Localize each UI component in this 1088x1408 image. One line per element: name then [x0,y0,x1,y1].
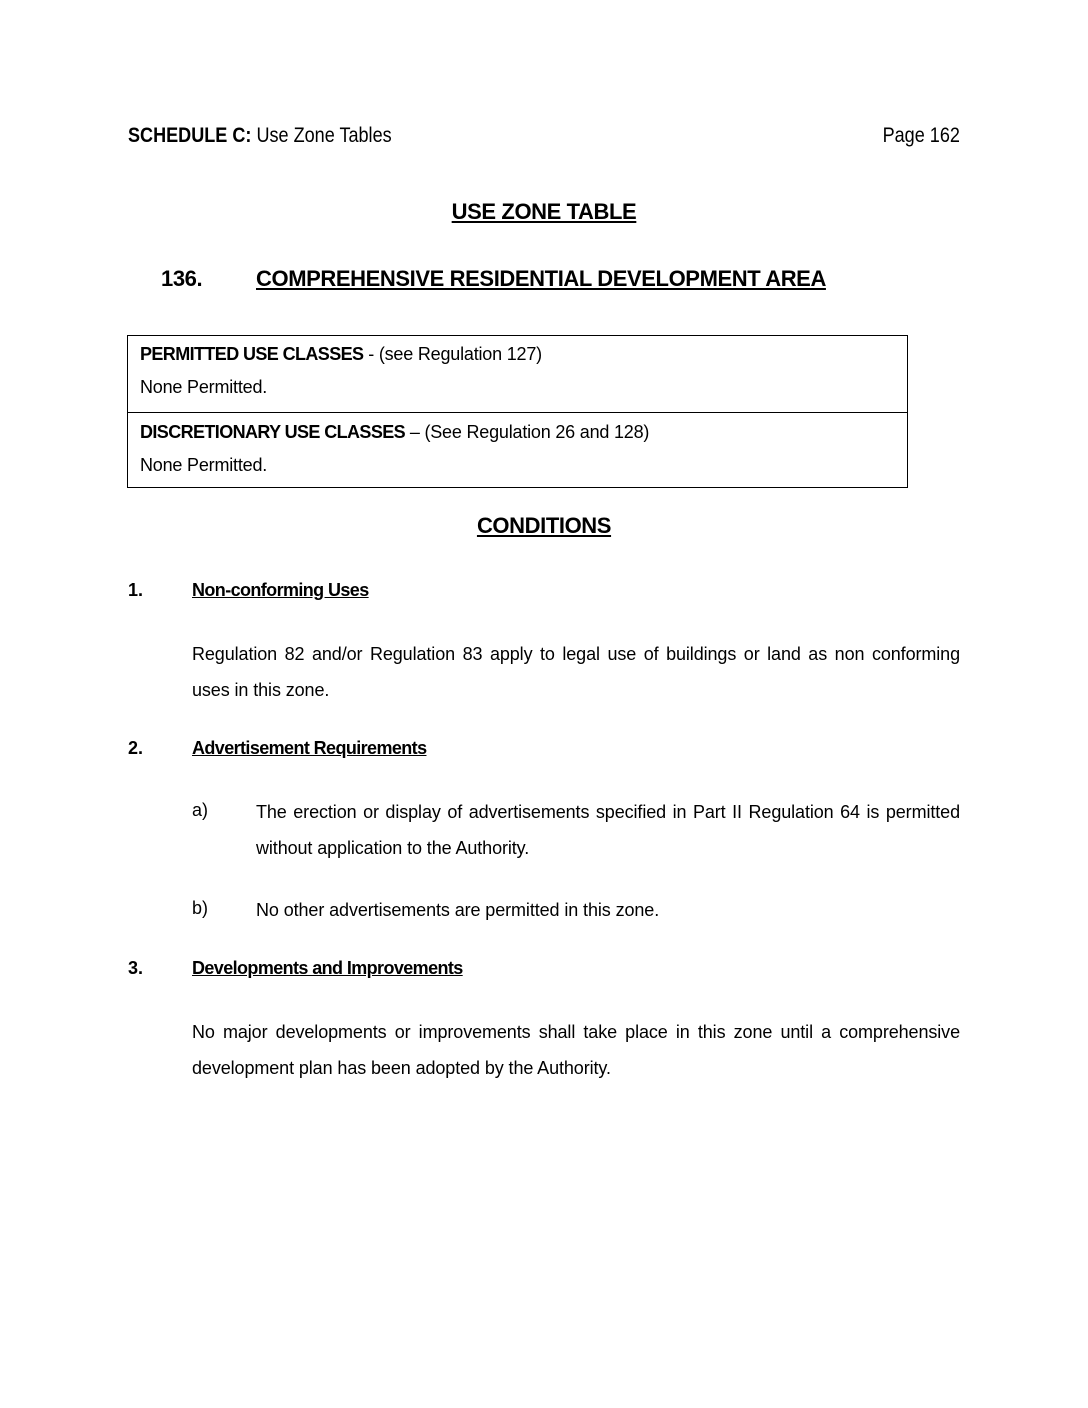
sub-item-text: The erection or display of advertisements specified in Part II Regulation 64 is permitted without application to the Authority. [256,802,960,858]
condition-heading: Advertisement Requirements [192,738,427,758]
condition-text: No major developments or improvements shall take place in this zone until a comprehensive development plan has been adopted by the Authority. [192,1022,960,1078]
permitted-use-classes-row [140,344,542,365]
discretionary-use-classes-heading: DISCRETIONARY USE CLASSES [140,422,406,442]
discretionary-use-classes-reference: – (See Regulation 26 and 128) [405,422,650,442]
conditions-title: CONDITIONS [476,513,612,538]
schedule-label: SCHEDULE C: [128,124,252,147]
condition-number: 2. [128,738,144,758]
condition-heading: Non-conforming Uses [192,580,369,600]
page-number: Page 162 [882,124,960,147]
condition-number: 3. [128,958,144,978]
sub-item-label: a) [192,800,209,820]
use-classes-table [127,335,908,488]
permitted-use-classes-value: None Permitted. [140,377,268,397]
page-title: USE ZONE TABLE [451,199,637,224]
condition-text: Regulation 82 and/or Regulation 83 apply to legal use of buildings or land as non conforming uses in this zone. [192,644,960,700]
sub-item-label: b) [192,898,209,918]
running-header-left [128,124,392,148]
permitted-use-classes-heading: PERMITTED USE CLASSES [140,344,364,364]
discretionary-use-classes-value: None Permitted. [140,455,268,475]
condition-number: 1. [128,580,144,600]
schedule-title: Use Zone Tables [256,124,392,147]
section-title: COMPREHENSIVE RESIDENTIAL DEVELOPMENT AREA [256,266,826,291]
discretionary-use-classes-row [140,422,649,443]
sub-item-text: No other advertisements are permitted in this zone. [256,900,660,920]
permitted-use-classes-reference: - (see Regulation 127) [363,344,542,364]
condition-heading: Developments and Improvements [192,958,463,978]
section-number: 136. [161,266,203,291]
table-divider [128,412,907,413]
